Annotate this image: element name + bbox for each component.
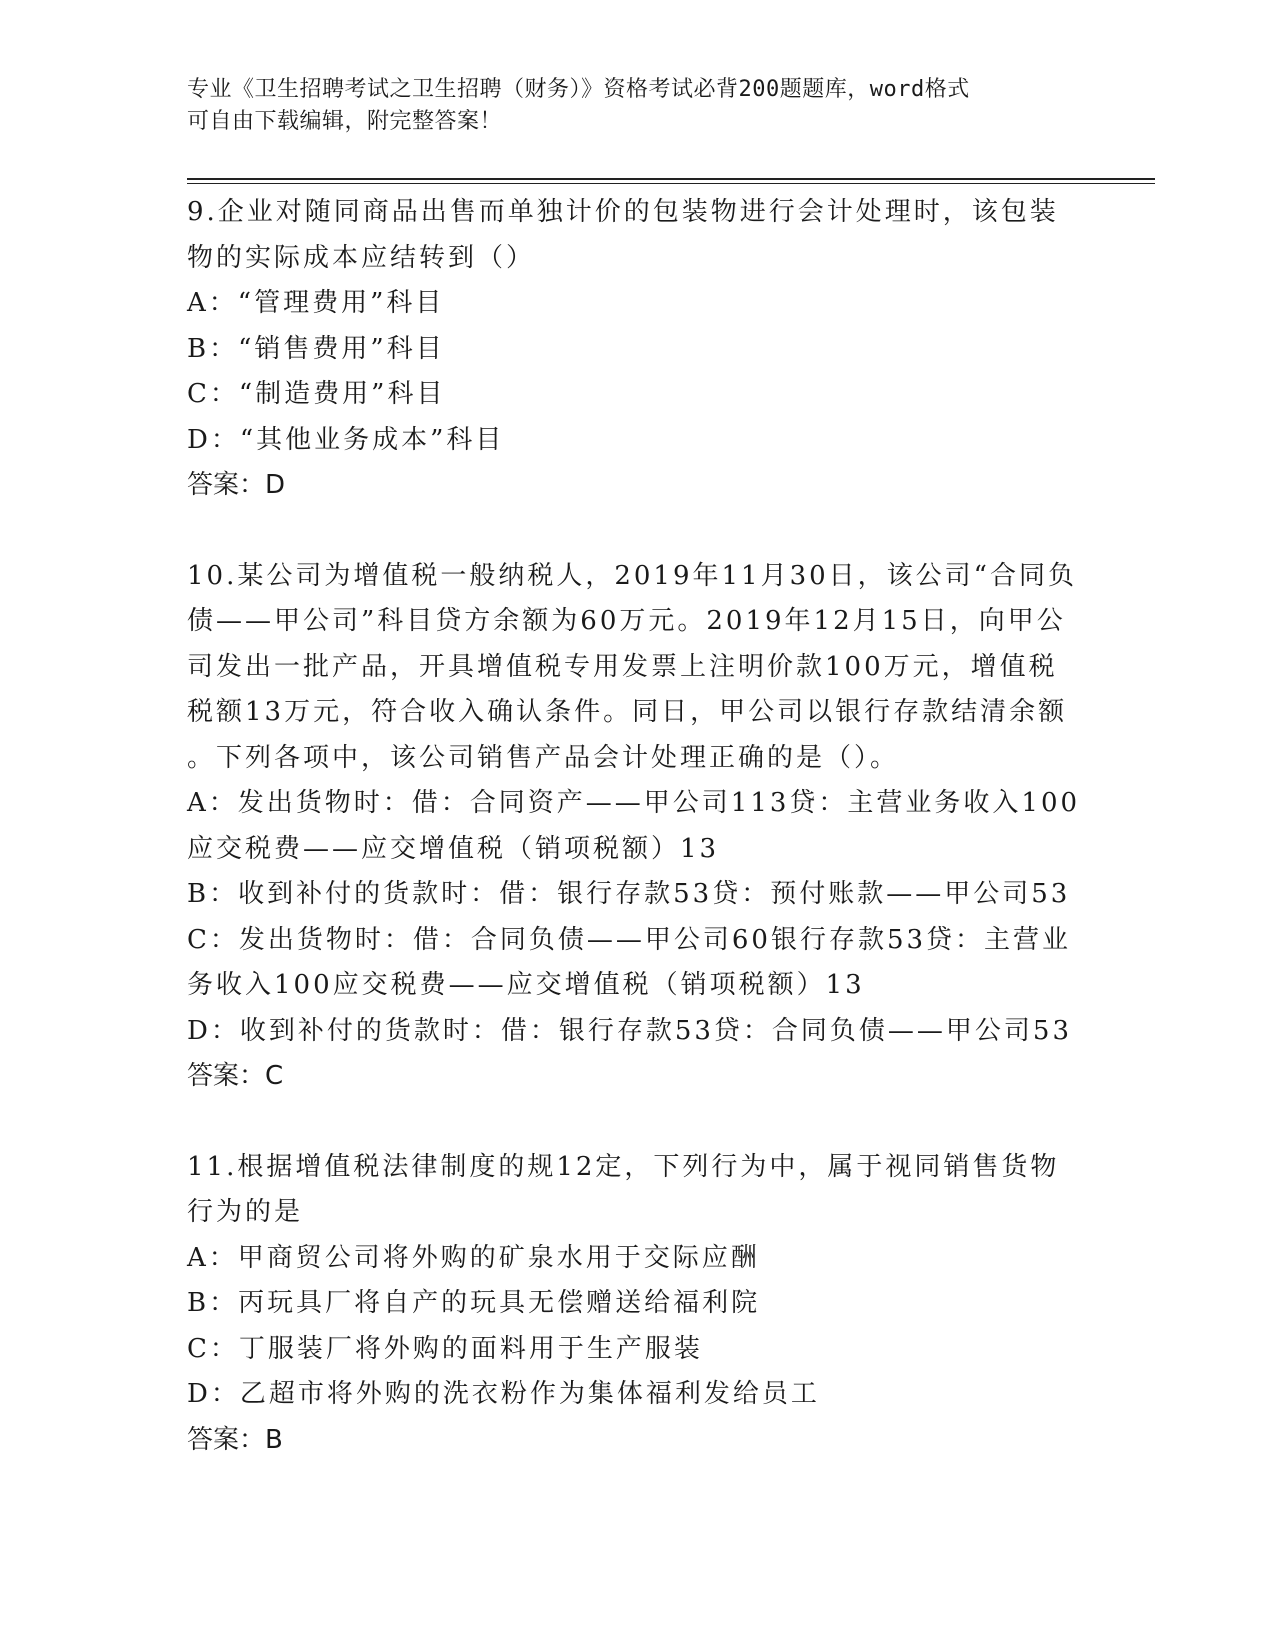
- option-b: B：丙玩具厂将自产的玩具无偿赠送给福利院: [187, 1288, 761, 1318]
- header-divider-thin: [187, 183, 1155, 184]
- header-line: 可自由下载编辑，附完整答案！: [187, 109, 503, 134]
- question-spacer: [187, 1100, 1087, 1145]
- question-text-line: 。下列各项中，该公司销售产品会计处理正确的是（）。: [187, 742, 900, 773]
- header-divider-thick: [187, 178, 1155, 180]
- answer-label: 答案：D: [187, 470, 286, 500]
- header-line: 专业《卫生招聘考试之卫生招聘（财务）》资格考试必背200题题库，word格式: [187, 77, 970, 102]
- question-text-line: 司发出一批产品，开具增值税专用发票上注明价款100万元，增值税: [187, 651, 1058, 682]
- question-10: [187, 554, 1087, 1100]
- option-a: A：“管理费用”科目: [187, 288, 445, 318]
- question-11: [187, 1145, 1087, 1464]
- option-a-continued: 应交税费——应交增值税（销项税额）13: [187, 833, 720, 864]
- question-text-line: 9.企业对随同商品出售而单独计价的包装物进行会计处理时，该包装: [187, 197, 1059, 227]
- option-c: C：发出货物时：借：合同负债——甲公司60银行存款53贷：主营业: [187, 924, 1072, 955]
- option-b: B：“销售费用”科目: [187, 333, 445, 364]
- option-c-continued: 务收入100应交税费——应交增值税（销项税额）13: [187, 970, 865, 1000]
- question-text-line: 行为的是: [187, 1197, 304, 1227]
- option-d: D：乙超市将外购的洗衣粉作为集体福利发给员工: [187, 1379, 820, 1409]
- question-text-line: 11.根据增值税法律制度的规12定，下列行为中，属于视同销售货物: [187, 1151, 1060, 1182]
- question-text-line: 物的实际成本应结转到（）: [187, 242, 536, 273]
- option-d: D：收到补付的货款时：借：银行存款53贷：合同负债——甲公司53: [187, 1015, 1073, 1046]
- question-text-line: 税额13万元，符合收入确认条件。同日，甲公司以银行存款结清余额: [187, 697, 1068, 727]
- option-c: C：丁服装厂将外购的面料用于生产服装: [187, 1333, 703, 1364]
- option-d: D：“其他业务成本”科目: [187, 424, 505, 455]
- answer-label: 答案：B: [187, 1424, 283, 1455]
- question-text-line: 债——甲公司”科目贷方余额为60万元。2019年12月15日，向甲公: [187, 606, 1066, 636]
- document-header: [187, 74, 1067, 138]
- option-a: A：甲商贸公司将外购的矿泉水用于交际应酬: [187, 1242, 760, 1273]
- question-list: [187, 190, 1087, 1463]
- question-9: [187, 190, 1087, 509]
- question-text-line: 10.某公司为增值税一般纳税人，2019年11月30日，该公司“合同负: [187, 560, 1077, 591]
- question-spacer: [187, 509, 1087, 554]
- option-a: A：发出货物时：借：合同资产——甲公司113贷：主营业务收入100: [187, 788, 1081, 818]
- option-b: B：收到补付的货款时：借：银行存款53贷：预付账款——甲公司53: [187, 879, 1071, 909]
- answer-label: 答案：C: [187, 1061, 284, 1091]
- option-c: C：“制造费用”科目: [187, 379, 446, 409]
